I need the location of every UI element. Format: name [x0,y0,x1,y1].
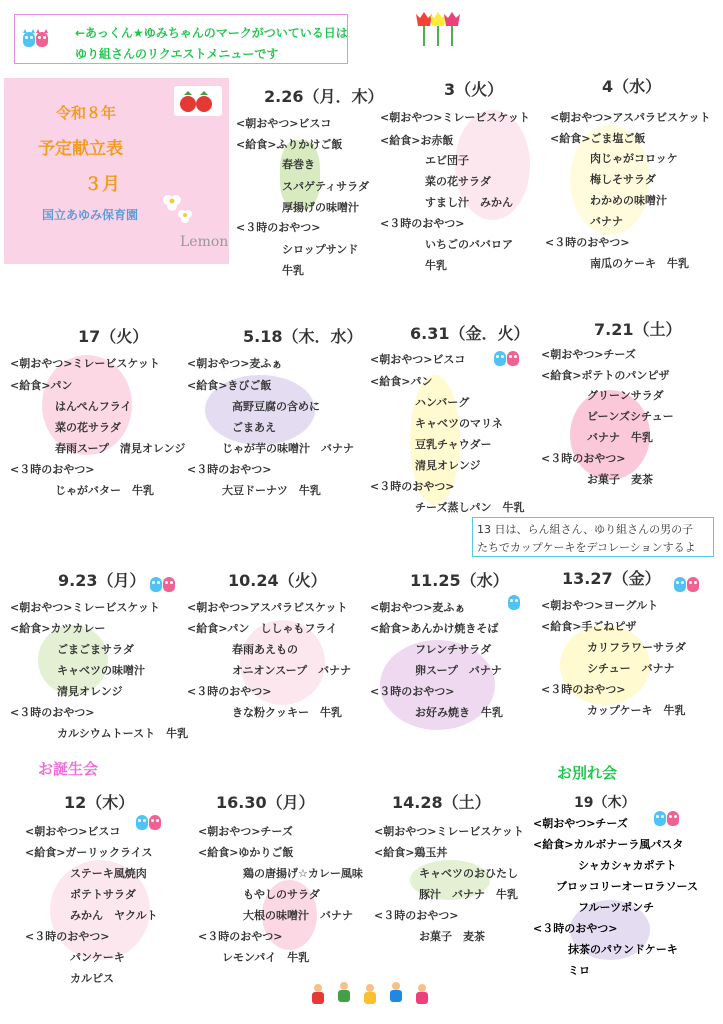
menu-line: お菓子 麦茶 [419,930,485,943]
menu-line: 抹茶のパウンドケーキ [568,943,678,956]
children-illustration [308,980,448,1014]
request-mark [654,808,679,826]
menu-line: シャカシャカポテト [578,859,677,872]
menu-line: エビ団子 [425,154,469,167]
menu-line: オニオンスープ バナナ [232,664,352,677]
menu-line: お菓子 麦茶 [587,473,653,486]
menu-line: <朝おやつ>ミレービスケット [374,825,524,838]
day-header: 3（火） [444,80,504,99]
menu-line: いちごのババロア [425,238,513,251]
menu-line: <朝おやつ>チーズ [198,825,293,838]
request-mark [136,812,161,830]
menu-line: <３時のおやつ> [374,909,459,922]
yumi-mascot-icon [667,808,679,826]
menu-line: <朝おやつ>チーズ [541,348,636,361]
menu-line: 厚揚げの味噌汁 [282,201,359,214]
day-header: 9.23（月） [58,571,146,590]
akkun-mascot-icon [150,574,162,592]
legend-box [14,14,348,64]
day-header: 7.21（土） [594,320,682,339]
day-header: 17（火） [78,327,149,346]
child-icon [312,984,324,1008]
menu-line: <３時のおやつ> [198,930,283,943]
menu-line: <給食>カルボナーラ風パスタ [533,838,684,851]
menu-line: フルーツポンチ [578,901,655,914]
menu-line: キャベツの味噌汁 [57,664,145,677]
menu-line: <３時のおやつ> [380,217,465,230]
month-label: ３月 [84,174,120,195]
menu-line: ステーキ風焼肉 [70,867,147,880]
menu-line: <給食>手ごねピザ [541,620,637,633]
menu-line: グリーンサラダ [587,389,664,402]
menu-line: キャベツのマリネ [415,417,503,430]
menu-line: <給食>パン [10,379,73,392]
day-header: 5.18（木．水） [243,327,363,346]
menu-line: 大根の味噌汁 バナナ [243,909,353,922]
menu-line: 卵スープ バナナ [415,664,502,677]
menu-line: シロップサンド [282,243,359,256]
menu-line: <給食>カツカレー [10,622,106,635]
menu-line: お好み焼き 牛乳 [415,706,503,719]
farewell-heading: お別れ会 [557,764,618,782]
menu-line: <朝おやつ>チーズ [533,817,628,830]
menu-line: みかん ヤクルト [70,909,158,922]
menu-line: バナナ [590,215,623,228]
akkun-mascot-icon [494,348,506,366]
menu-line: <給食>ごま塩ご飯 [550,132,646,145]
day-header: 6.31（金．火） [410,324,530,343]
menu-line: <朝おやつ>ビスコ [370,353,466,366]
menu-line: <３時のおやつ> [370,685,455,698]
lemon-logo: Lemon [180,234,229,250]
menu-line: フレンチサラダ [415,643,492,656]
menu-line: ブロッコリーオーロラソース [556,880,699,893]
menu-line: ごまごまサラダ [57,643,134,656]
menu-line: 菜の花サラダ [425,175,491,188]
akkun-mascot-icon [674,574,686,592]
menu-line: カルピス [70,972,114,985]
menu-line: バナナ 牛乳 [587,431,653,444]
menu-line: <朝おやつ>アスパラビスケット [550,111,711,124]
note-line-2: たちでカップケーキをデコレーションするよ [477,541,696,554]
menu-line: チーズ蒸しパン 牛乳 [415,501,525,514]
tulip-icon [412,8,464,50]
mascot-icons [23,29,48,47]
menu-line: <３時のおやつ> [533,922,618,935]
day-header: 10.24（火） [228,571,327,590]
menu-line: はんぺんフライ [55,400,132,413]
menu-line: 梅しそサラダ [590,173,656,186]
menu-line: <３時のおやつ> [370,480,455,493]
menu-line: じゃが芋の味噌汁 バナナ [222,442,354,455]
menu-line: 春雨あえもの [232,643,298,656]
menu-line: パンケーキ [70,951,125,964]
request-mark [494,348,519,366]
child-icon [390,982,402,1006]
menu-line: わかめの味噌汁 [590,194,667,207]
menu-line: <給食>あんかけ焼きそば [370,622,499,635]
menu-line: <朝おやつ>麦ふぁ [370,601,466,614]
menu-line: <給食>お赤飯 [380,134,454,147]
menu-line: <朝おやつ>アスパラビスケット [187,601,348,614]
menu-line: <３時のおやつ> [25,930,110,943]
menu-line: レモンパイ 牛乳 [222,951,310,964]
menu-line: カルシウムトースト 牛乳 [57,727,189,740]
menu-line: <朝おやつ>ミレービスケット [10,601,160,614]
menu-line: 肉じゃがコロッケ [590,152,678,165]
day-header: 12（木） [64,793,135,812]
yumi-mascot-icon [163,574,175,592]
menu-line: <３時のおやつ> [10,706,95,719]
menu-line: スパゲティサラダ [282,180,370,193]
menu-line: 鶏の唐揚げ☆カレー風味 [243,867,363,880]
menu-line: カップケーキ 牛乳 [587,704,686,717]
menu-line: 牛乳 [425,259,447,272]
menu-line: <給食>きびご飯 [187,379,272,392]
legend-line-2: ゆり組さんのリクエストメニューです [75,47,279,61]
day-header: 13.27（金） [562,569,661,588]
strawberry-icon [174,86,222,116]
day-header: 19（木） [574,795,636,811]
menu-line: 豚汁 バナナ 牛乳 [419,888,518,901]
menu-line: きな粉クッキー 牛乳 [232,706,342,719]
menu-line: ごまあえ [232,421,276,434]
akkun-mascot-icon [508,592,520,610]
menu-line: <朝おやつ>ビスコ [25,825,121,838]
menu-line: もやしのサラダ [243,888,320,901]
era-label: 令和８年 [56,104,117,122]
flower-icon [154,188,198,228]
menu-line: 高野豆腐の含めに [232,400,320,413]
request-mark [674,574,699,592]
menu-line: <給食>ふりかけご飯 [236,138,343,151]
menu-line: 南瓜のケーキ 牛乳 [590,257,689,270]
school-name: 国立あゆみ保育園 [42,208,139,222]
menu-line: ビーンズシチュー [587,410,674,423]
menu-line: <朝おやつ>ミレービスケット [380,111,530,124]
yumi-mascot-icon [687,574,699,592]
menu-line: <３時のおやつ> [187,463,272,476]
menu-line: <朝おやつ>ヨーグルト [541,599,659,612]
menu-title: 予定献立表 [38,139,123,159]
day-header: 11.25（水） [410,571,509,590]
menu-line: ミロ [568,964,590,977]
child-icon [416,984,428,1008]
menu-line: 春雨スープ 清見オレンジ [55,442,186,455]
akkun-mascot-icon [23,29,35,47]
yumi-mascot-icon [36,29,48,47]
menu-line: シチュー バナナ [587,662,675,675]
menu-line: 大豆ドーナツ 牛乳 [222,484,321,497]
menu-line: <給食>ガーリックライス [25,846,153,859]
menu-line: <３時のおやつ> [187,685,272,698]
menu-line: <朝おやつ>麦ふぁ [187,357,283,370]
menu-line: ポテトサラダ [70,888,136,901]
menu-line: 清見オレンジ [57,685,123,698]
menu-line: <３時のおやつ> [545,236,630,249]
menu-line: <給食>ゆかりご飯 [198,846,294,859]
menu-line: 春巻き [282,158,315,171]
menu-line: 牛乳 [282,264,304,277]
menu-line: <３時のおやつ> [541,452,626,465]
request-mark [508,592,520,610]
yumi-mascot-icon [507,348,519,366]
menu-line: 豆乳チャウダー [415,438,492,451]
menu-line: キャベツのおひたし [419,867,518,880]
menu-line: <給食>鶏玉丼 [374,846,448,859]
menu-line: <朝おやつ>ビスコ [236,117,332,130]
menu-line: <朝おやつ>ミレービスケット [10,357,160,370]
menu-line: <給食>パン ししゃもフライ [187,622,338,635]
menu-line: <３時のおやつ> [541,683,626,696]
menu-line: <３時のおやつ> [236,221,321,234]
yumi-mascot-icon [149,812,161,830]
day-header: 4（水） [602,77,662,96]
day-header: 16.30（月） [216,793,315,812]
birthday-heading: お誕生会 [38,760,99,778]
akkun-mascot-icon [136,812,148,830]
cupcake-note [472,517,714,557]
menu-line: 清見オレンジ [415,459,481,472]
child-icon [338,982,350,1006]
day-header: 14.28（土） [392,793,491,812]
menu-line: ハンバーグ [415,396,470,409]
menu-line: すまし汁 みかん [425,196,513,209]
menu-line: カリフラワーサラダ [587,641,686,654]
akkun-mascot-icon [654,808,666,826]
menu-line: <３時のおやつ> [10,463,95,476]
note-line-1: 13 日は、らん組さん、ゆり組さんの男の子 [477,523,694,536]
menu-line: <給食>パン [370,375,433,388]
legend-line-1: ←あっくん★ゆみちゃんのマークがついている日は [75,26,348,40]
menu-line: <給食>ポテトのパンピザ [541,369,670,382]
request-mark [150,574,175,592]
title-card [4,78,229,264]
child-icon [364,984,376,1008]
day-header: 2.26（月．木） [264,87,384,106]
menu-line: 菜の花サラダ [55,421,121,434]
menu-line: じゃがバター 牛乳 [55,484,154,497]
